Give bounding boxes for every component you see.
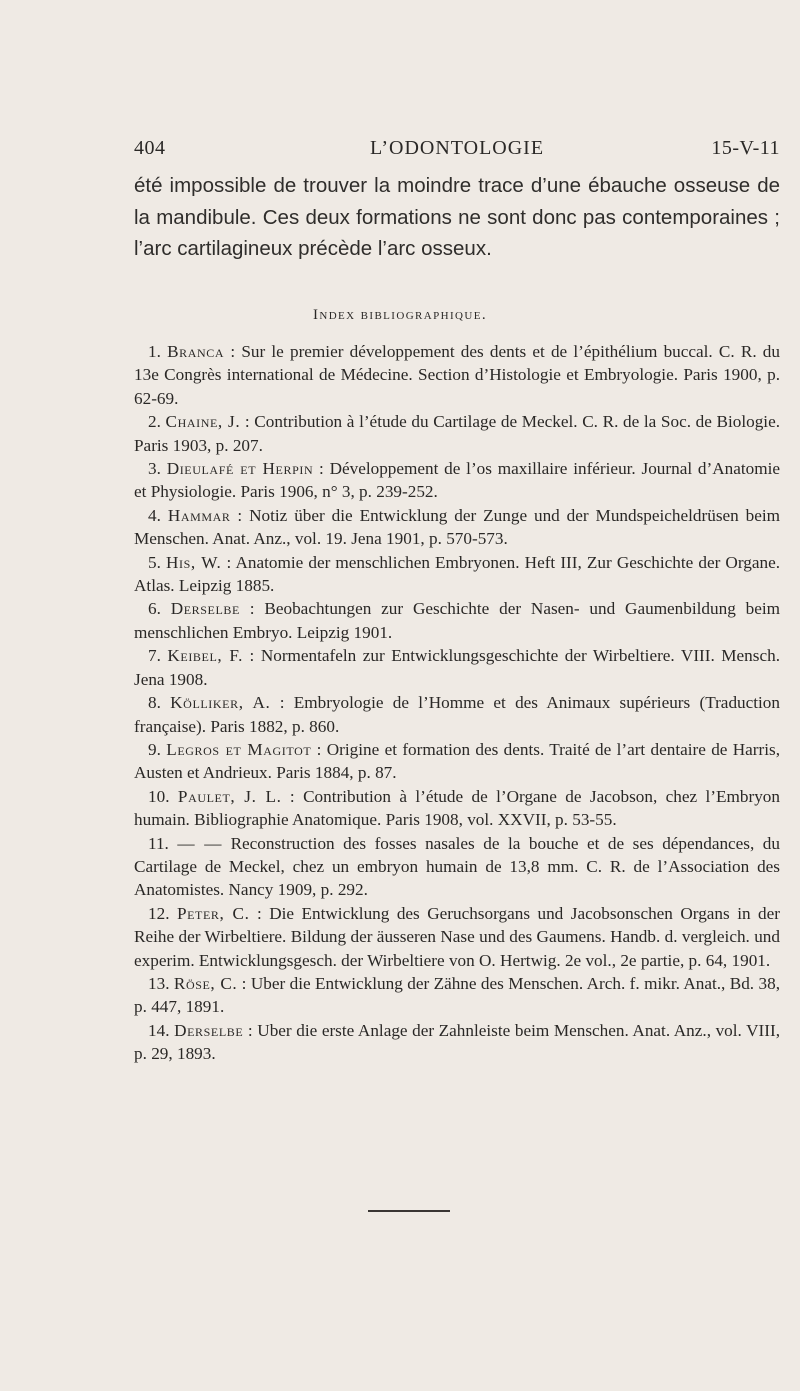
- reference-text: : Anatomie der menschlichen Embryonen. Heft III, Zur Geschichte der Organe. Atlas. Leipzig 1885.: [134, 552, 780, 596]
- reference-text: : Normentafeln zur Entwicklungsgeschichte der Wirbeltiere. VIII. Mensch. Jena 1908.: [134, 646, 780, 689]
- reference-item: [134, 972, 780, 1019]
- issue-date: 15-V-11: [711, 137, 780, 159]
- reference-text: Reconstruction des fosses nasales de la bouche et de ses dépendances, du Cartilage de Meckel, chez un embryon humain de 13,8 mm. C. R. de l’Association des Anatomistes. Nancy 1909, p. 292.: [134, 833, 780, 900]
- reference-item: [134, 597, 780, 644]
- reference-author: Paulet, J. L.: [177, 786, 282, 806]
- reference-text: : Beobachtungen zur Geschichte der Nasen- und Gaumenbildung beim menschlichen Embryo. Leipzig 1901.: [134, 599, 781, 642]
- reference-author: Hammar: [167, 505, 231, 525]
- reference-number: 9.: [148, 739, 161, 759]
- reference-number: 12.: [148, 903, 170, 923]
- reference-item: [134, 644, 780, 691]
- reference-item: [134, 691, 780, 738]
- reference-number: 6.: [148, 599, 161, 619]
- reference-author: Kölliker, A.: [170, 693, 271, 713]
- reference-number: 8.: [148, 693, 161, 713]
- reference-author: — —: [177, 833, 223, 853]
- intro-paragraph: été impossible de trouver la moindre trace d’une ébauche osseuse de la mandibule. Ces deux formations ne sont donc pas contemporaines ; l’arc cartilagineux précède l’arc osseux.: [134, 174, 780, 260]
- reference-text: : Notiz über die Entwicklung der Zunge und der Mundspeicheldrüsen beim Menschen. Anat. Anz., vol. 19. Jena 1901, p. 570-573.: [134, 505, 781, 549]
- reference-number: 10.: [148, 786, 170, 806]
- reference-author: His, W.: [166, 552, 222, 572]
- reference-author: Derselbe: [170, 599, 240, 619]
- reference-text: : Embryologie de l’Homme et des Animaux supérieurs (Traduction française). Paris 1882, p. 860.: [134, 693, 780, 736]
- reference-author: Keibel, F.: [167, 646, 244, 666]
- reference-text: : Origine et formation des dents. Traité de l’art dentaire de Harris, Austen et Andrieux. Paris 1884, p. 87.: [134, 739, 781, 783]
- reference-author: Legros et Magitot: [166, 739, 312, 759]
- reference-author: Derselbe: [174, 1020, 244, 1040]
- running-header: [134, 137, 780, 163]
- reference-number: 13.: [148, 973, 170, 993]
- reference-text: : Développement de l’os maxillaire inférieur. Journal d’Anatomie et Physiologie. Paris 1906, n° 3, p. 239-252.: [134, 459, 780, 502]
- reference-item: [134, 551, 780, 598]
- reference-number: 11.: [148, 833, 169, 853]
- end-rule: [368, 1210, 450, 1212]
- reference-item: [134, 504, 780, 551]
- reference-item: [134, 340, 780, 410]
- index-title: Index bibliographique.: [312, 307, 488, 323]
- reference-number: 3.: [148, 459, 161, 479]
- reference-number: 14.: [148, 1020, 170, 1040]
- reference-text: : Die Entwicklung des Geruchsorgans und Jacobsonschen Organs in der Reihe der Wirbeltiere. Bildung der äusseren Nase und des Gaumens. Handb. d. vergleich. und experim. Entwicklungsgesch. der Wirbeltiere von O. Hertwig. 2e vol., 2e partie, p. 64, 1901.: [134, 903, 780, 970]
- reference-item: [134, 738, 780, 785]
- reference-author: Chaine, J.: [165, 412, 241, 432]
- reference-author: Röse, C.: [173, 973, 238, 993]
- reference-item: [134, 832, 780, 902]
- reference-text: : Contribution à l’étude de l’Organe de Jacobson, chez l’Embryon humain. Bibliographie Anatomique. Paris 1908, vol. XXVII, p. 53-55.: [134, 786, 780, 830]
- reference-number: 1.: [148, 342, 161, 361]
- running-title: L’ODONTOLOGIE: [369, 137, 545, 159]
- reference-list: [134, 340, 780, 1066]
- reference-item: [134, 1019, 780, 1066]
- reference-author: Dieulafé et Herpin: [166, 459, 314, 479]
- reference-author: Peter, C.: [176, 903, 250, 923]
- reference-number: 5.: [148, 552, 161, 572]
- reference-number: 7.: [148, 646, 161, 666]
- page-number: 404: [134, 137, 166, 159]
- reference-author: Branca: [167, 342, 225, 361]
- reference-number: 2.: [148, 412, 161, 432]
- reference-item: [134, 457, 780, 504]
- reference-text: : Contribution à l’étude du Cartilage de Meckel. C. R. de la Soc. de Biologie. Paris 1903, p. 207.: [134, 412, 781, 455]
- reference-text: : Uber die Entwicklung der Zähne des Menschen. Arch. f. mikr. Anat., Bd. 38, p. 447, 1891.: [134, 973, 780, 1017]
- reference-item: [134, 785, 780, 832]
- reference-number: 4.: [148, 505, 161, 525]
- reference-item: [134, 902, 780, 972]
- reference-item: [134, 410, 780, 457]
- reference-text: : Uber die erste Anlage der Zahnleiste beim Menschen. Anat. Anz., vol. VIII, p. 29, 1893.: [134, 1020, 781, 1064]
- reference-text: : Sur le premier développement des dents et de l’épithélium buccal. C. R. du 13e Congrès international de Médecine. Section d’Histologie et Embryologie. Paris 1900, p. 62-69.: [134, 342, 780, 408]
